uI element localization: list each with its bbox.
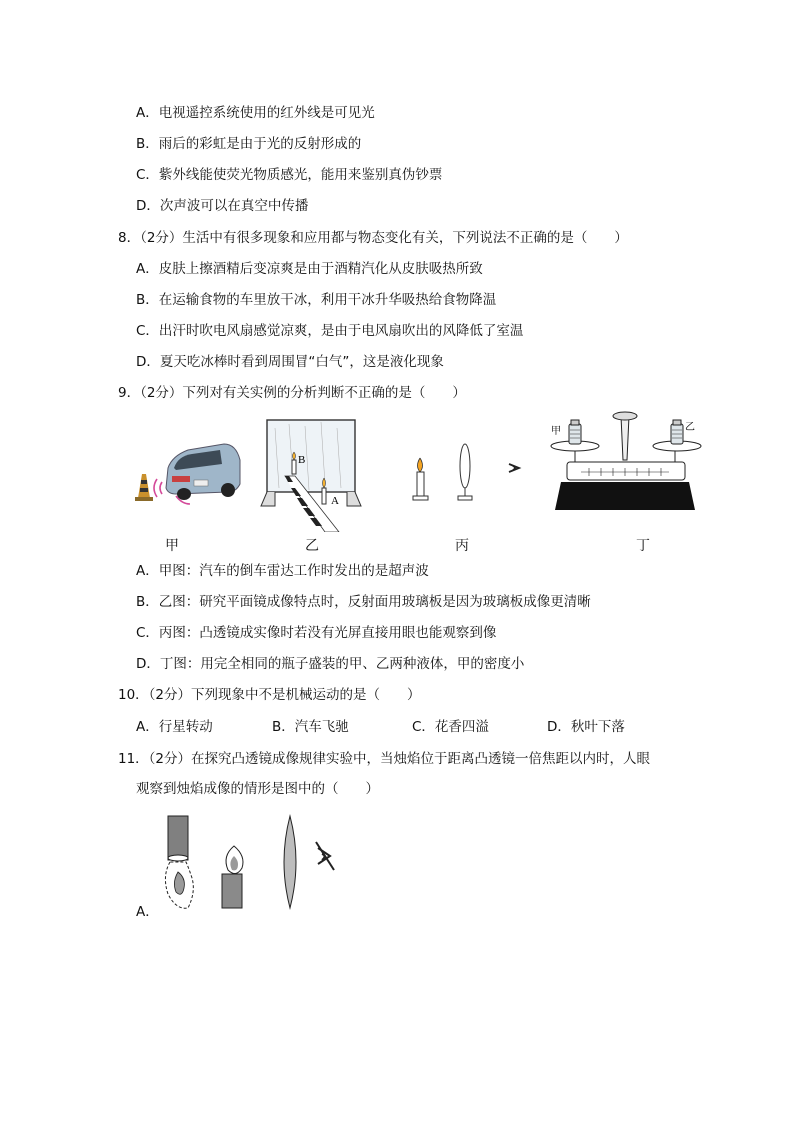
q11-option-a-label: A． — [136, 904, 159, 920]
candle-icon — [413, 458, 428, 500]
traffic-cone-icon — [135, 474, 153, 501]
q8-option-b: B．在运输食物的车里放干冰，利用干冰升华吸热给食物降温 — [136, 292, 497, 308]
mirror-label-a: A — [331, 495, 339, 507]
balance-pointer-icon — [613, 412, 637, 460]
q9-caption-bing: 丙 — [455, 538, 469, 554]
convex-lens-icon — [458, 444, 472, 500]
q9-option-d: D．丁图：用完全相同的瓶子盛装的甲、乙两种液体，甲的密度小 — [136, 656, 525, 672]
balance-label-yi: 乙 — [685, 422, 695, 433]
q8-option-c: C．出汗时吹电风扇感觉凉爽，是由于电风扇吹出的风降低了室温 — [136, 323, 524, 339]
bottle-yi-icon — [671, 420, 683, 444]
plane-mirror-figure — [255, 418, 370, 532]
q11-stem-line1: 11．（2分）在探究凸透镜成像规律实验中，当烛焰位于距离凸透镜一倍焦距以内时，人眼 — [118, 751, 651, 767]
q8-stem: 8．（2分）生活中有很多现象和应用都与物态变化有关，下列说法不正确的是（ ） — [118, 230, 628, 246]
q7-option-c: C．紫外线能使荧光物质感光，能用来鉴别真伪钞票 — [136, 167, 443, 183]
q9-option-c: C．丙图：凸透镜成实像时若没有光屏直接用眼也能观察到像 — [136, 625, 497, 641]
mirror-label-b: B — [298, 454, 306, 466]
candle-a-icon — [322, 478, 326, 504]
q8-option-a: A．皮肤上擦酒精后变凉爽是由于酒精汽化从皮肤吸热所致 — [136, 261, 483, 277]
q11-option-a-figure — [158, 812, 348, 914]
candle-b-icon — [292, 452, 296, 474]
q9-caption-jia: 甲 — [165, 538, 179, 554]
q10-option-a: A．行星转动 — [136, 719, 213, 735]
lens-eye-figure — [405, 442, 535, 508]
balance-label-jia: 甲 — [551, 426, 561, 437]
q9-stem: 9．（2分）下列对有关实例的分析判断不正确的是（ ） — [118, 385, 466, 401]
q7-option-b: B．雨后的彩虹是由于光的反射形成的 — [136, 136, 362, 152]
bottle-jia-icon — [569, 420, 581, 444]
q9-option-b: B．乙图：研究平面镜成像特点时，反射面用玻璃板是因为玻璃板成像更清晰 — [136, 594, 591, 610]
virtual-image-candle-icon — [165, 816, 193, 908]
balance-figure — [545, 410, 705, 520]
q7-option-a: A．电视遥控系统使用的红外线是可见光 — [136, 105, 375, 121]
candle-icon — [222, 846, 243, 908]
glass-plate-icon — [261, 420, 361, 506]
car-radar-figure — [132, 434, 242, 506]
q9-caption-yi: 乙 — [305, 538, 319, 554]
eye-icon — [509, 464, 519, 472]
q10-option-b: B．汽车飞驰 — [272, 719, 349, 735]
q10-option-c: C．花香四溢 — [412, 719, 489, 735]
eye-icon — [316, 842, 334, 870]
convex-lens-icon — [284, 816, 296, 908]
q11-stem-line2: 观察到烛焰成像的情形是图中的（ ） — [136, 781, 379, 797]
q9-option-a: A．甲图：汽车的倒车雷达工作时发出的是超声波 — [136, 563, 429, 579]
q9-caption-ding: 丁 — [636, 538, 650, 554]
q8-option-d: D．夏天吃冰棒时看到周围冒“白气”，这是液化现象 — [136, 354, 444, 370]
q10-option-d: D．秋叶下落 — [547, 719, 625, 735]
q10-stem: 10．（2分）下列现象中不是机械运动的是（ ） — [118, 687, 421, 703]
q7-option-d: D．次声波可以在真空中传播 — [136, 198, 309, 214]
car-icon — [166, 444, 240, 500]
